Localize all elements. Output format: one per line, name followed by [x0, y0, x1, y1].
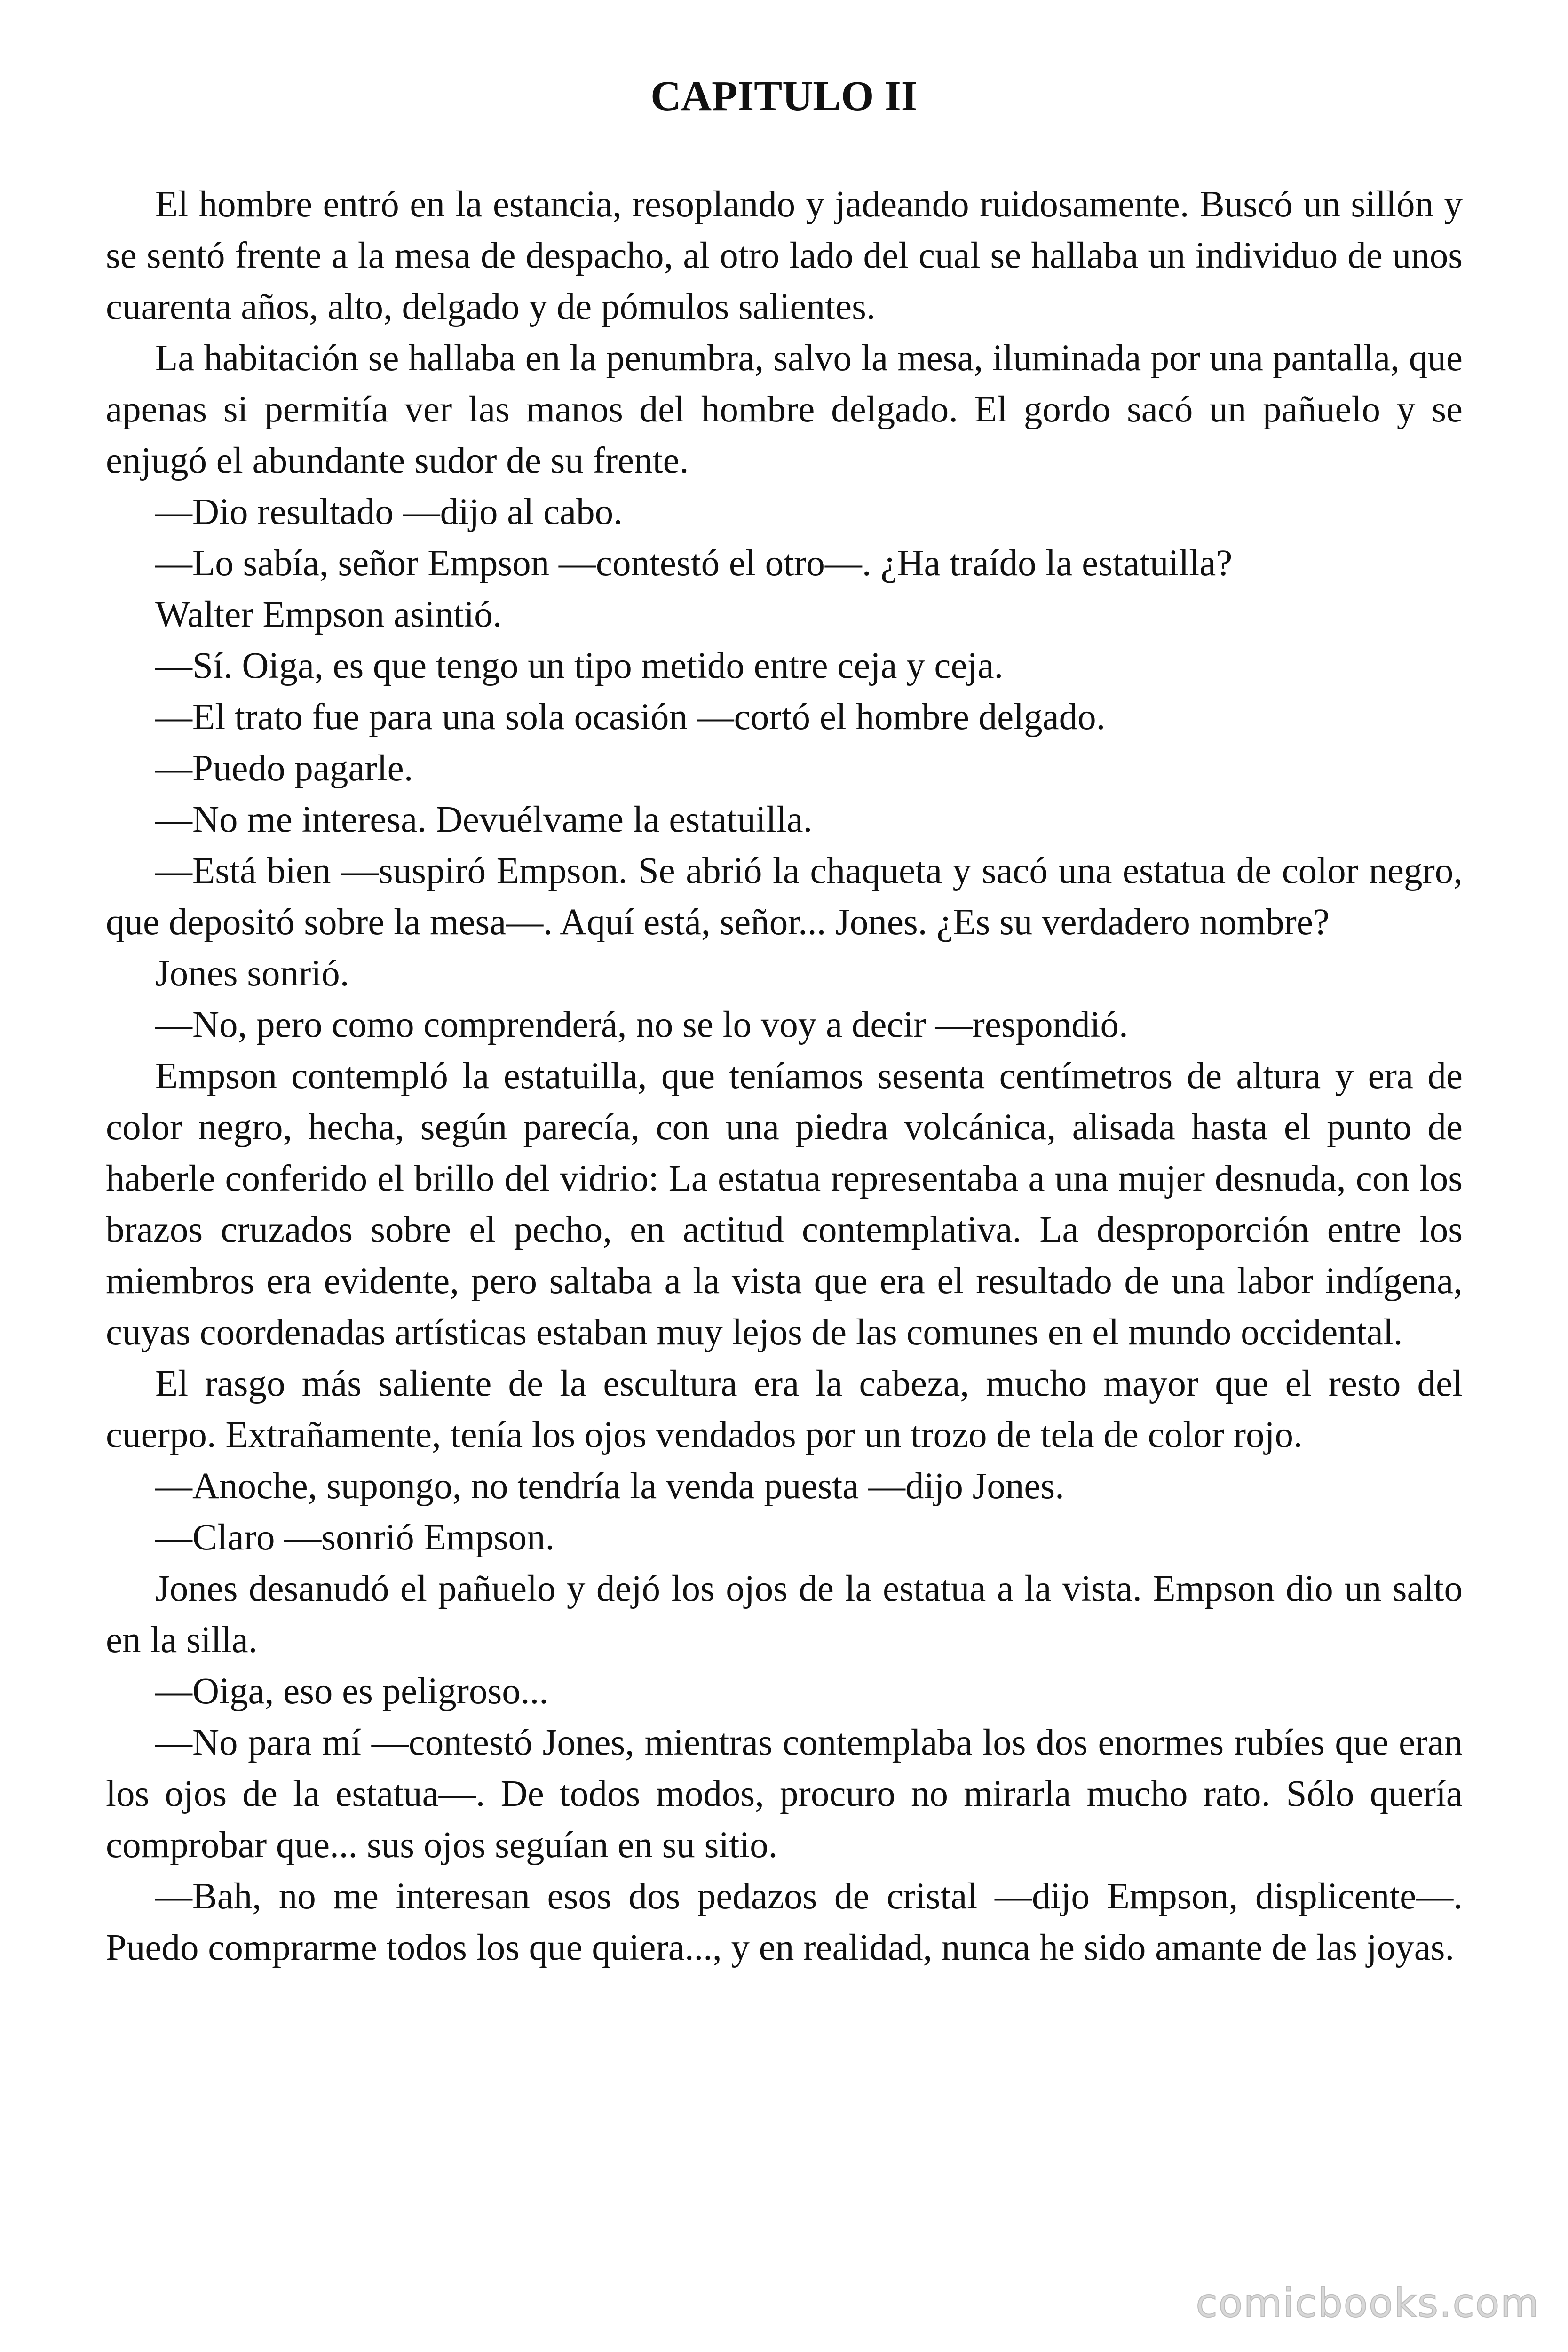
paragraph: —Puedo pagarle. — [155, 748, 413, 789]
paragraph: —Está bien —suspiró Empson. Se abrió la chaqueta y sacó una estatua de color negro, que depositó sobre la mesa—. Aquí está, señor... Jones. ¿Es su verdadero nombre? — [106, 850, 1463, 943]
paragraph: Empson contempló la estatuilla, que teníamos sesenta centímetros de altura y era de color negro, hecha, según parecía, con una piedra volcánica, alisada hasta el punto de haberle conferido el brillo del vidrio: La estatua representaba a una mujer desnuda, con los brazos cruzados sobre el pecho, en actitud contemplativa. La desproporción entre los miembros era evidente, pero saltaba a la vista que era el resultado de una labor indígena, cuyas coordenadas artísticas estaban muy lejos de las comunes en el mundo occidental. — [106, 1056, 1463, 1353]
paragraph: La habitación se hallaba en la penumbra, salvo la mesa, iluminada por una pantalla, que apenas si permitía ver las manos del hombre delgado. El gordo sacó un pañuelo y se enjugó el abundante sudor de su frente. — [106, 338, 1463, 481]
paragraph: El hombre entró en la estancia, resoplando y jadeando ruidosamente. Buscó un sillón y se sentó frente a la mesa de despacho, al otro lado del cual se hallaba un individuo de unos cuarenta años, alto, delgado y de pómulos salientes. — [106, 184, 1463, 327]
paragraph: —Lo sabía, señor Empson —contestó el otro—. ¿Ha traído la estatuilla? — [155, 543, 1233, 584]
watermark: comicbooks.com — [1196, 2280, 1540, 2326]
paragraph: —No para mí —contestó Jones, mientras contemplaba los dos enormes rubíes que eran los ojos de la estatua—. De todos modos, procuro no mirarla mucho rato. Sólo quería comprobar que... sus ojos seguían en su sitio. — [106, 1722, 1463, 1866]
chapter-body — [106, 179, 1463, 1973]
paragraph: —Oiga, eso es peligroso... — [155, 1671, 548, 1712]
paragraph: Walter Empson asintió. — [155, 594, 502, 635]
paragraph: —Anoche, supongo, no tendría la venda puesta —dijo Jones. — [155, 1466, 1064, 1507]
paragraph: El rasgo más saliente de la escultura era la cabeza, mucho mayor que el resto del cuerpo. Extrañamente, tenía los ojos vendados por un trozo de tela de color rojo. — [106, 1363, 1463, 1455]
paragraph: —No, pero como comprenderá, no se lo voy a decir —respondió. — [155, 1004, 1128, 1045]
paragraph: —Bah, no me interesan esos dos pedazos de cristal —dijo Empson, displicente—. Puedo comprarme todos los que quiera..., y en realidad, nunca he sido amante de las joyas. — [106, 1876, 1463, 1968]
paragraph: Jones desanudó el pañuelo y dejó los ojos de la estatua a la vista. Empson dio un salto en la silla. — [106, 1568, 1463, 1661]
paragraph: —Dio resultado —dijo al cabo. — [155, 492, 623, 532]
paragraph: —Sí. Oiga, es que tengo un tipo metido entre ceja y ceja. — [155, 645, 1004, 686]
paragraph: —El trato fue para una sola ocasión —cortó el hombre delgado. — [155, 697, 1106, 738]
chapter-title: CAPITULO II — [650, 73, 918, 119]
paragraph: —No me interesa. Devuélvame la estatuilla. — [155, 799, 813, 840]
paragraph: —Claro —sonrió Empson. — [155, 1517, 555, 1558]
paragraph: Jones sonrió. — [155, 953, 349, 994]
